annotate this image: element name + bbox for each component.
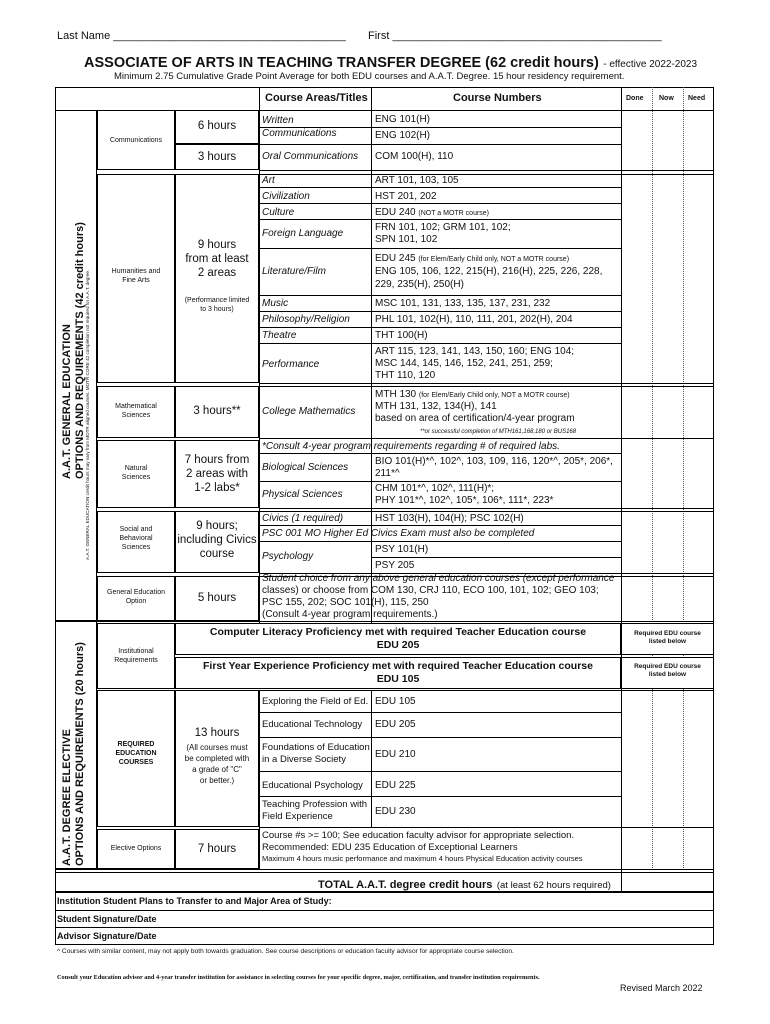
plans-label: Institution Student Plans to Transfer to and Major Area of Study: [57,896,332,906]
req-note-2 [621,663,714,679]
math-note2: **or successful completion of MTH161,168,180 or BUS168 [420,429,577,435]
num-edu225: EDU 225 [375,780,416,791]
written-2: Communications [262,128,337,139]
num-philosophy: PHL 101, 102(H), 110, 111, 201, 202(H), 204 [375,314,573,325]
req-label-3: COURSES [118,759,154,766]
psc001-note: PSC 001 MO Higher Ed Civics Exam must also be completed [262,528,535,539]
geo-3: PSC 155, 202; SOC 101(H), 115, 250 [262,597,429,608]
lit-3: 229, 235(H), 250(H) [375,279,464,290]
course-written [262,114,336,140]
req-note-1b: listed below [648,638,687,645]
num-performance [375,346,574,382]
row-line [259,295,621,296]
el-side-line2: OPTIONS AND REQUIREMENTS (20 hours) [74,642,86,866]
course-culture: Culture [262,207,295,218]
col-line-numbers [371,87,372,623]
elective-side-label [61,642,87,866]
course-theatre: Theatre [262,330,297,341]
row-line [259,508,714,509]
perf-1: ART 115, 123, 141, 143, 150, 160; ENG 104; [375,346,575,357]
lit-note: (for Elem/Early Child only, NOT a MOTR course) [418,256,570,263]
row-line [371,557,621,558]
course-civilization: Civilization [262,191,310,202]
nat-hours-1: 7 hours from [184,454,250,466]
el-side-line1: A.A.T. DEGREE ELECTIVE [61,729,73,866]
first-name-field[interactable]: First ____________________________________________ [368,30,662,42]
req-note-2a: Required EDU course [634,663,701,670]
consult-note: Consult your Education advisor and 4-year transfer institution for assistance in selecting courses for your specific degree, major, certification, and transfer institution requirements. [57,974,540,981]
req-note-1 [621,630,714,646]
course-physical: Physical Sciences [262,489,343,500]
nat-hours-2: 2 areas with [185,468,248,480]
row-line [259,327,621,328]
num-edu205: EDU 205 [375,719,416,730]
course-biological: Biological Sciences [262,462,349,473]
comp-proficiency [175,626,621,652]
geo-1: Student choice from any above general education courses (except performance [262,573,615,584]
revised-date: Revised March 2022 [620,983,703,993]
row-line [259,796,621,797]
row-line [259,481,621,482]
math-3: based on area of certification/4-year program [375,413,575,424]
ge-side-label [61,222,87,479]
phys-2: PHY 101*^, 102^, 105*, 106*, 111*, 223* [375,495,554,506]
soc-label-3: Sciences [121,544,151,551]
col-need-header: Need [688,95,706,102]
elec-1: Course #s >= 100; See education faculty advisor for appropriate selection. [262,830,575,841]
row-line [259,203,621,204]
perf-2: MSC 144, 145, 146, 152, 241, 251, 259; [375,358,553,369]
num-psy101: PSY 101(H) [375,544,429,555]
hours-elective: 7 hours [197,843,237,855]
total-note: (at least 62 hours required) [496,880,611,891]
num-physical [375,483,553,507]
hum-label-2: Fine Arts [122,277,150,284]
row-line [259,248,621,249]
culture-num: EDU 240 [375,207,416,218]
course-exploring: Exploring the Field of Ed. [262,696,369,707]
c5-2: Field Experience [262,811,333,822]
hours-natural [175,453,259,495]
nat-label-2: Sciences [121,474,151,481]
geo-label-2: Option [125,598,147,605]
hum-hours-1: 9 hours [197,239,237,251]
row-line [259,438,714,439]
num-music: MSC 101, 131, 133, 135, 137, 231, 232 [375,298,551,309]
geo-4: (Consult 4-year program requirements.) [262,609,438,620]
hours-geoption: 5 hours [197,592,237,604]
geo-text [262,573,614,621]
num-eng101: ENG 101(H) [375,114,431,125]
hum-label-1: Humanities and [111,268,161,275]
course-college-math: College Mathematics [262,406,356,417]
effective-text: - effective 2022-2023 [603,59,698,70]
geo-label-1: General Education [107,589,165,596]
num-civilization: HST 201, 202 [375,191,437,202]
row-line [259,737,621,738]
col-numbers-header: Course Numbers [453,92,542,104]
math-2: MTH 131, 132, 134(H), 141 [375,401,497,412]
req-note-2b: listed below [648,671,687,678]
consult-labs: *Consult 4-year program requirements regarding # of required labs. [262,441,560,452]
elec-2: Recommended: EDU 235 Education of Exceptional Learners [262,842,518,853]
col-line-el-areas [259,690,260,870]
row-line [259,343,621,344]
course-performance: Performance [262,359,320,370]
foreign-1: FRN 101, 102; GRM 101, 102; [375,222,511,233]
hours-comm-3: 3 hours [197,151,237,163]
req-label-2: EDUCATION [115,750,157,757]
row-line [259,511,714,512]
total-text [318,875,611,893]
area-geoption [97,588,175,606]
num-eng102: ENG 102(H) [375,130,431,141]
subtitle: Minimum 2.75 Cumulative Grade Point Average for both EDU courses and A.A.T. Degree. 15 hour residency requirement. [114,71,625,82]
num-edu230: EDU 230 [375,806,416,817]
area-communications: Communications [109,137,163,144]
math-label-1: Mathematical [115,403,157,410]
hum-note-2: to 3 hours) [200,306,234,313]
footnote: ^ Courses with similar content, may not apply both towards graduation. See course descriptions or education faculty advisor for appropriate course selection. [57,948,514,955]
area-elective: Elective Options [110,845,162,852]
num-com100: COM 100(H), 110 [375,151,454,162]
row-line [259,712,621,713]
nat-hours-3: 1-2 labs* [194,482,240,494]
row-line [259,525,621,526]
row-line [259,144,621,145]
row-line [259,187,621,188]
perf-3: THT 110, 120 [375,370,436,381]
area-institutional [97,647,175,665]
hours-social [175,519,259,561]
inst-label-1: Institutional [118,648,154,655]
req-label-1: REQUIRED [117,741,155,748]
ge-side-line2: OPTIONS AND REQUIREMENTS (42 credit hours) [74,222,86,479]
foreign-2: SPN 101, 102 [375,234,438,245]
req-hn-3: a grade of "C" [192,765,242,774]
nat-label-1: Natural [124,465,148,472]
fye-1: First Year Experience Proficiency met with required Teacher Education course [202,660,593,672]
area-required [97,740,175,767]
comp-1: Computer Literacy Proficiency met with required Teacher Education course [209,626,587,638]
hum-hours-3: 2 areas [197,267,237,279]
lit-1 [375,252,602,265]
fye-2: EDU 105 [376,673,420,685]
culture-note: (NOT a MOTR course) [418,210,490,217]
row-line [259,771,621,772]
num-literature [375,252,602,291]
num-psy205: PSY 205 [375,560,415,571]
col-areas-header: Course Areas/Titles [265,92,368,104]
soc-hours-3: course [199,548,235,560]
hours-humanities-note [175,296,259,314]
area-social [97,525,175,552]
col-done-header: Done [626,95,644,102]
inst-label-2: Requirements [114,657,158,664]
num-foreign [375,222,511,246]
col-line-done [621,87,622,874]
col-line-el-numbers [371,690,372,827]
geo-2: classes) or choose from COM 130, CRJ 110, ECO 100, 101, 102; GEO 103; [262,585,599,596]
row-line [259,827,714,828]
course-civics: Civics (1 required) [262,513,344,524]
num-edu210: EDU 210 [375,749,416,760]
course-teaching-prof [262,799,367,823]
course-music: Music [262,298,289,309]
hum-note-1: (Performance limited [184,297,250,304]
ge-el-divider [97,621,714,622]
row-line [259,174,714,175]
ge-side-note: A.A.T. GENERAL EDUCATION credit hours may vary from MOTR aligned courses. MOTR CORE 42 completion not required for A.A.T. degree. [85,269,90,560]
soc-label-2: Behavioral [119,535,153,542]
row-line [259,219,621,220]
fye-proficiency [175,660,621,686]
math-label-2: Sciences [121,412,151,419]
col-line-total [621,872,622,892]
num-theatre: THT 100(H) [375,330,428,341]
page-title [84,54,697,72]
row-line [259,311,621,312]
bio-1: BIO 101(H)*^, 102^, 103, 109, 116, 120*^, 205*, 206*, [375,456,613,467]
c3-1: Foundations of Education [262,742,370,753]
elec-3: Maximum 4 hours music performance and maximum 4 hours Physical Education activity courses [262,854,583,863]
lit-2: ENG 105, 106, 122, 215(H), 216(H), 225, 226, 228, [375,266,603,277]
row-line [259,386,714,387]
course-foundations [262,742,370,766]
req-hn-4: or better.) [199,776,235,785]
lit-num: EDU 245 [375,253,416,264]
math-note: (for Elem/Early Child only, NOT a MOTR course) [418,392,570,399]
row-line [259,170,714,171]
elective-text [262,830,583,863]
row-line [259,690,714,691]
num-math [375,389,575,425]
soc-hours-1: 9 hours; [196,520,238,532]
req-hn-1: (All courses must [186,743,248,752]
hours-humanities [175,238,259,280]
col-now-header: Now [659,95,674,102]
row-line [259,453,621,454]
req-note-1a: Required EDU course [634,630,701,637]
req-hn-2: be completed with [184,754,250,763]
math-num: MTH 130 [375,389,417,400]
area-humanities [97,267,175,285]
title-text: ASSOCIATE OF ARTS IN TEACHING TRANSFER DEGREE (62 credit hours) [84,55,599,71]
num-edu105: EDU 105 [375,696,416,707]
row-line [55,869,714,870]
student-signature-label: Student Signature/Date [57,914,157,924]
ge-side-line1: A.A.T. GENERAL EDUCATION [61,324,73,479]
course-literature: Literature/Film [262,266,326,277]
row-line [259,541,621,542]
course-psychology: Psychology [262,551,314,562]
math-1 [375,389,575,401]
num-biological [375,456,613,480]
col-line-now [652,87,653,870]
written-1: Written [262,115,294,126]
num-civics: HST 103(H), 104(H); PSC 102(H) [375,513,524,524]
bio-2: 211*^ [375,468,400,479]
area-math [97,402,175,420]
hours-required-note [175,742,259,786]
advisor-signature-label: Advisor Signature/Date [57,931,157,941]
course-oral: Oral Communications [262,151,359,162]
col-line-need [683,87,684,870]
area-natural [97,464,175,482]
c5-1: Teaching Profession with [262,799,368,810]
hum-hours-2: from at least [185,253,249,265]
soc-hours-2: including Civics [177,534,257,546]
course-foreign: Foreign Language [262,228,344,239]
course-philosophy: Philosophy/Religion [262,314,350,325]
course-ed-psych: Educational Psychology [262,780,363,791]
num-art: ART 101, 103, 105 [375,175,459,186]
phys-1: CHM 101*^, 102^, 111(H)*; [375,483,495,494]
soc-label-1: Social and [119,526,153,533]
comp-2: EDU 205 [376,639,420,651]
total-label: TOTAL A.A.T. degree credit hours [318,879,493,891]
c3-2: in a Diverse Society [262,754,346,765]
last-name-field[interactable]: Last Name ______________________________________ [57,30,346,42]
col-line-areas [259,87,260,623]
course-art: Art [262,175,275,186]
hours-math: 3 hours** [193,405,241,417]
hours-required: 13 hours [194,727,240,739]
row-line [259,383,714,384]
num-culture [375,207,489,219]
row-line [371,127,621,128]
hours-comm-6: 6 hours [197,120,237,132]
course-ed-tech: Educational Technology [262,719,363,730]
